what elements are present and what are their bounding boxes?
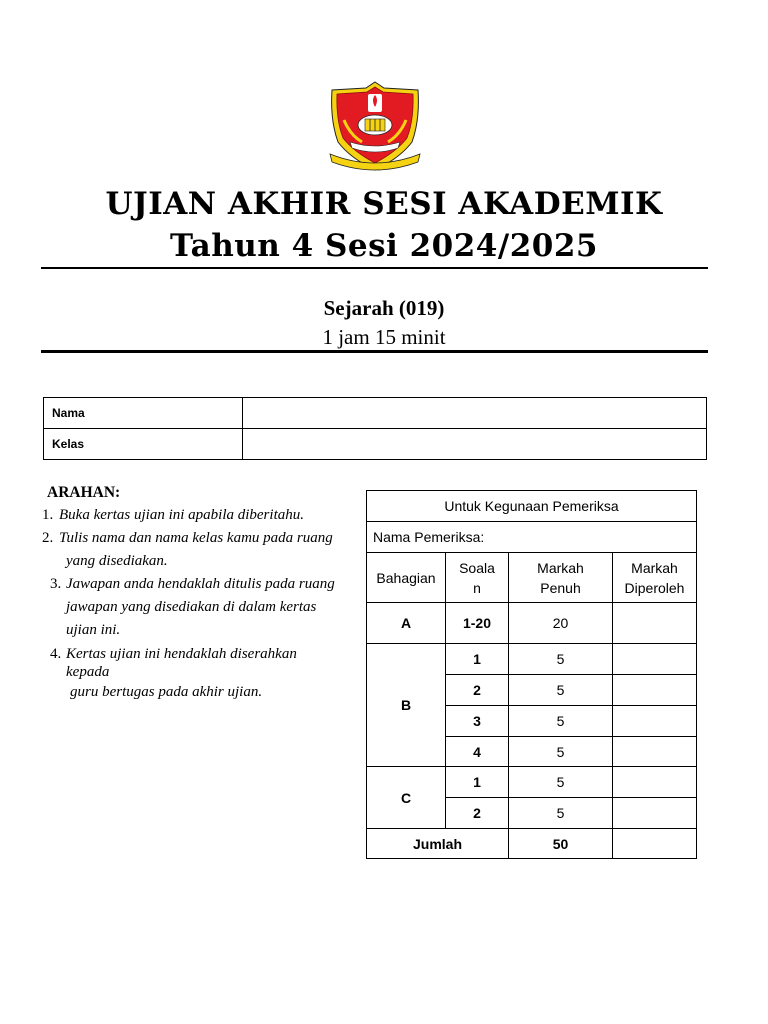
full-marks: 20 (509, 603, 613, 644)
full-marks: 5 (509, 644, 613, 675)
header-marks-obtained: Markah Diperoleh (613, 553, 697, 603)
total-obtained-cell[interactable] (613, 829, 697, 859)
total-value: 50 (509, 829, 613, 859)
full-marks: 5 (509, 737, 613, 767)
question-number: 4 (446, 737, 509, 767)
instruction-text: kepada (66, 664, 110, 680)
instruction-text: guru bertugas pada akhir ujian. (70, 684, 263, 700)
marks-obtained-cell[interactable] (613, 767, 697, 798)
marks-obtained-cell[interactable] (613, 737, 697, 767)
marks-obtained-cell[interactable] (613, 603, 697, 644)
instruction-text: jawapan yang disediakan di dalam kertas (66, 599, 317, 615)
instructions-heading: ARAHAN: (47, 484, 121, 501)
instruction-item (44, 504, 364, 527)
instruction-continuation (44, 619, 364, 642)
marks-obtained-cell[interactable] (613, 644, 697, 675)
examiner-marks-table (366, 490, 697, 859)
instruction-text: yang disediakan. (66, 553, 168, 569)
instruction-item (44, 527, 364, 550)
exam-duration: 1 jam 15 minit (322, 325, 446, 349)
table-row (367, 767, 697, 798)
section-label: C (367, 767, 446, 829)
examiner-table-title: Untuk Kegunaan Pemeriksa (367, 491, 697, 522)
question-number: 1 (446, 767, 509, 798)
marks-obtained-cell[interactable] (613, 675, 697, 706)
exam-title: UJIAN AKHIR SESI AKADEMIK (105, 186, 663, 222)
instruction-continuation (44, 681, 364, 703)
instruction-item (44, 645, 364, 663)
question-number: 2 (446, 675, 509, 706)
instruction-text: ujian ini. (66, 622, 121, 638)
divider-bottom (41, 350, 708, 353)
total-label: Jumlah (367, 829, 509, 859)
instruction-text: Kertas ujian ini hendaklah diserahkan (66, 646, 297, 662)
section-label: A (367, 603, 446, 644)
name-label: Nama (44, 398, 243, 429)
marks-obtained-cell[interactable] (613, 798, 697, 829)
class-label: Kelas (44, 429, 243, 460)
full-marks: 5 (509, 706, 613, 737)
exam-subtitle: Tahun 4 Sesi 2024/2025 (170, 228, 598, 264)
question-number: 1-20 (446, 603, 509, 644)
class-field[interactable] (243, 429, 707, 460)
instruction-continuation (44, 596, 364, 619)
header-question: Soala n (446, 553, 509, 603)
full-marks: 5 (509, 767, 613, 798)
instruction-continuation (44, 663, 364, 681)
instructions-block (44, 484, 364, 703)
full-marks: 5 (509, 675, 613, 706)
instruction-text: Jawapan anda hendaklah ditulis pada ruang (66, 576, 335, 592)
instruction-number: 1. (42, 507, 54, 523)
school-crest-logo (322, 80, 428, 176)
table-row (367, 644, 697, 675)
question-number: 3 (446, 706, 509, 737)
instruction-text: Buka kertas ujian ini apabila diberitahu. (59, 507, 304, 523)
instruction-number: 3. (50, 576, 62, 592)
header-section: Bahagian (367, 553, 446, 603)
subject-name: Sejarah (019) (323, 296, 445, 320)
student-info-row (44, 398, 707, 429)
instruction-number: 2. (42, 530, 54, 546)
header-full-marks: Markah Penuh (509, 553, 613, 603)
marks-obtained-cell[interactable] (613, 706, 697, 737)
question-number: 1 (446, 644, 509, 675)
instruction-text: Tulis nama dan nama kelas kamu pada ruang (59, 530, 333, 546)
total-row (367, 829, 697, 859)
instruction-item (44, 573, 364, 596)
section-label: B (367, 644, 446, 767)
question-number: 2 (446, 798, 509, 829)
divider-top (41, 267, 708, 269)
student-info-row (44, 429, 707, 460)
student-info-table (43, 397, 707, 460)
instruction-continuation (44, 550, 364, 573)
name-field[interactable] (243, 398, 707, 429)
instruction-number: 4. (50, 646, 62, 662)
full-marks: 5 (509, 798, 613, 829)
table-row (367, 603, 697, 644)
examiner-name-field[interactable]: Nama Pemeriksa: (367, 522, 697, 553)
